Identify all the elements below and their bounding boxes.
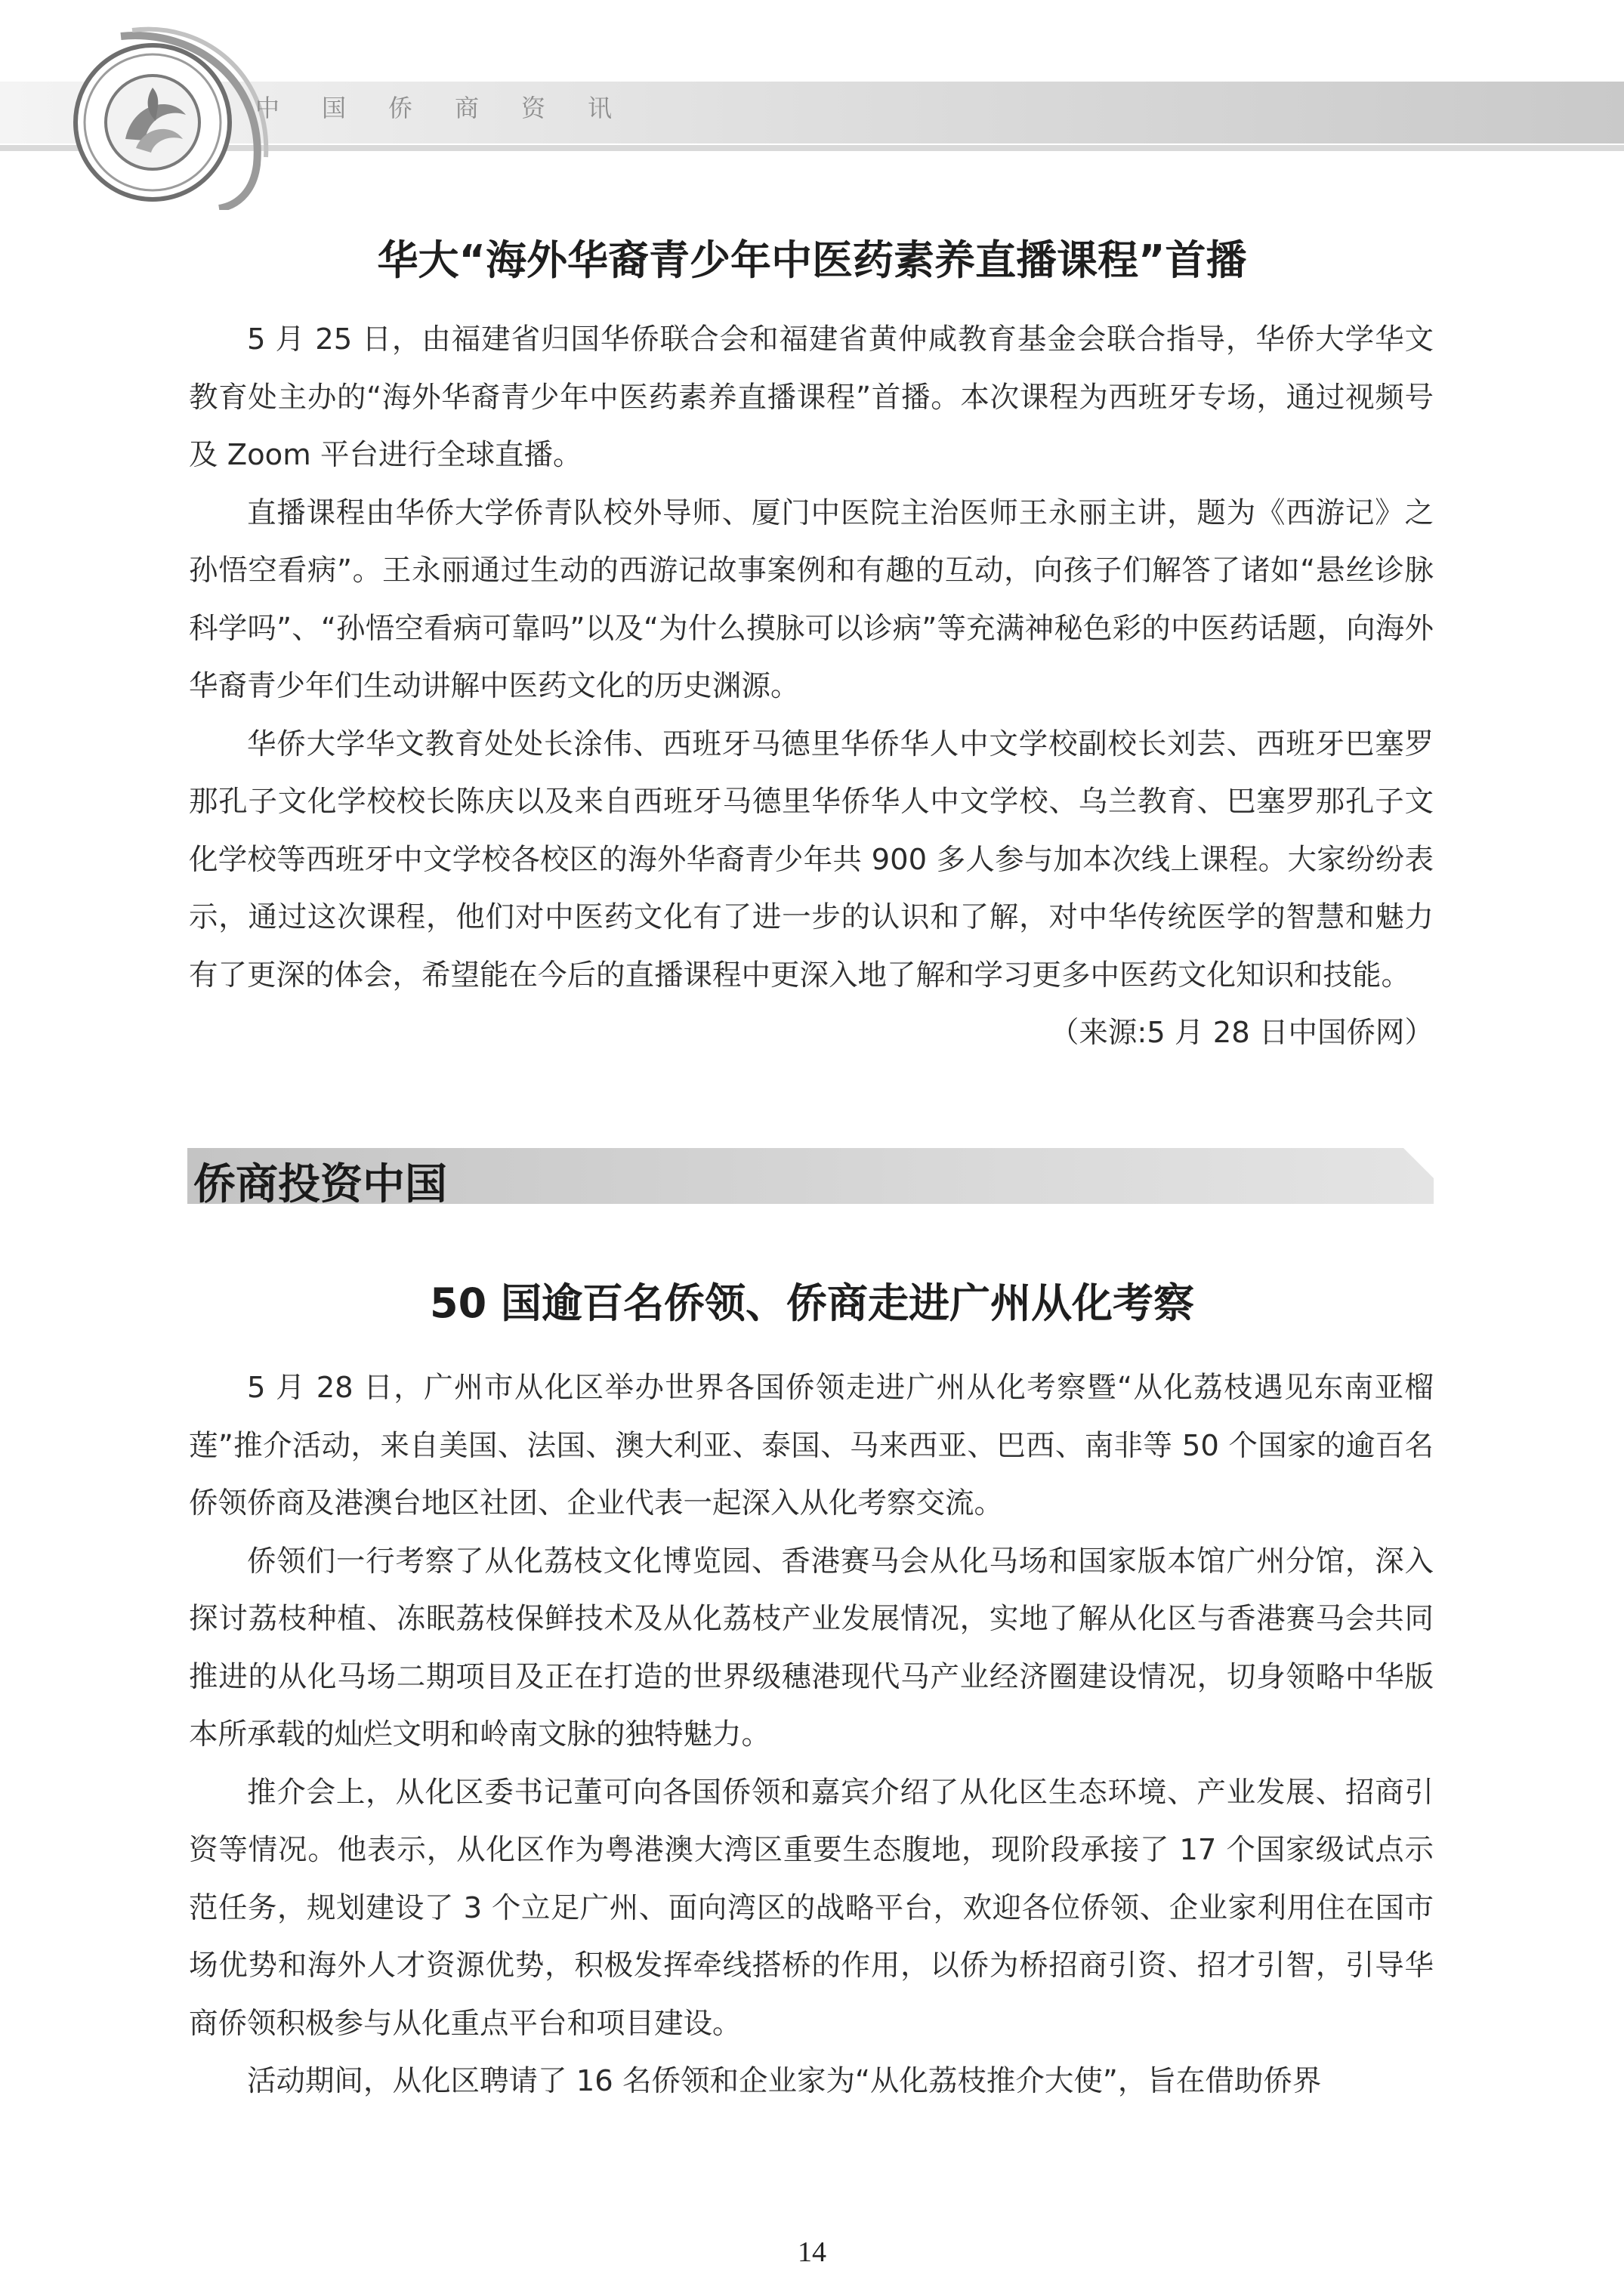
article-title: 50 国逾百名侨领、侨商走进广州从化考察 <box>430 1279 1194 1327</box>
paragraph: 推介会上，从化区委书记董可向各国侨领和嘉宾介绍了从化区生态环境、产业发展、招商引资等情况。他表示，从化区作为粤港澳大湾区重要生态腹地，现阶段承接了 17 个国家级试点示范任务，规划建设了 3 个立足广州、面向湾区的战略平台，欢迎各位侨领、企业家利用住在国市场优势和海外人才资源优势，积极发挥牵线搭桥的作用，以侨为桥招商引资、招才引智，引导华商侨领积极参与从化重点平台和项目建设。 <box>189 1775 1434 2041</box>
paragraph: 活动期间，从化区聘请了 16 名侨领和企业家为“从化荔枝推介大使”，旨在借助侨界 <box>247 2064 1322 2098</box>
paragraph: 华侨大学华文教育处处长涂伟、西班牙马德里华侨华人中文学校副校长刘芸、西班牙巴塞罗那孔子文化学校校长陈庆以及来自西班牙马德里华侨华人中文学校、乌兰教育、巴塞罗那孔子文化学校等西班牙中文学校各校区的海外华裔青少年共 900 多人参与加本次线上课程。大家纷纷表示，通过这次课程，他们对中医药文化有了进一步的认识和了解，对中华传统医学的智慧和魅力有了更深的体会，希望能在今后的直播课程中更深入地了解和学习更多中医药文化知识和技能。 <box>189 727 1434 992</box>
paragraph: 5 月 28 日，广州市从化区举办世界各国侨领走进广州从化考察暨“从化荔枝遇见东南亚榴莲”推介活动，来自美国、法国、澳大利亚、泰国、马来西亚、巴西、南非等 50 个国家的逾百名侨领侨商及港澳台地区社团、企业代表一起深入从化考察交流。 <box>189 1371 1434 1520</box>
article-title: 华大“海外华裔青少年中医药素养直播课程”首播 <box>377 236 1247 284</box>
federation-logo <box>73 42 233 202</box>
article-body <box>189 311 1434 1063</box>
article-body <box>189 1359 1434 2111</box>
header-title: 中国侨商资讯 <box>255 94 655 122</box>
page-number: 14 <box>798 2236 826 2268</box>
section-heading-band <box>187 1148 1434 1209</box>
section-title: 侨商投资中国 <box>193 1159 447 1209</box>
paragraph: 侨领们一行考察了从化荔枝文化博览园、香港赛马会从化马场和国家版本馆广州分馆，深入探讨荔枝种植、冻眠荔枝保鲜技术及从化荔枝产业发展情况，实地了解从化区与香港赛马会共同推进的从化马场二期项目及正在打造的世界级穗港现代马产业经济圈建设情况，切身领略中华版本所承载的灿烂文明和岭南文脉的独特魅力。 <box>189 1544 1434 1751</box>
source-line: （来源:5 月 28 日中国侨网） <box>1049 1016 1434 1050</box>
paragraph: 直播课程由华侨大学侨青队校外导师、厦门中医院主治医师王永丽主讲，题为《西游记》之孙悟空看病”。王永丽通过生动的西游记故事案例和有趣的互动，向孩子们解答了诸如“悬丝诊脉科学吗”、“孙悟空看病可靠吗”以及“为什么摸脉可以诊病”等充满神秘色彩的中医药话题，向海外华裔青少年们生动讲解中医药文化的历史渊源。 <box>189 495 1434 703</box>
paragraph: 5 月 25 日，由福建省归国华侨联合会和福建省黄仲咸教育基金会联合指导，华侨大学华文教育处主办的“海外华裔青少年中医药素养直播课程”首播。本次课程为西班牙专场，通过视频号及 Zoom 平台进行全球直播。 <box>189 323 1434 472</box>
